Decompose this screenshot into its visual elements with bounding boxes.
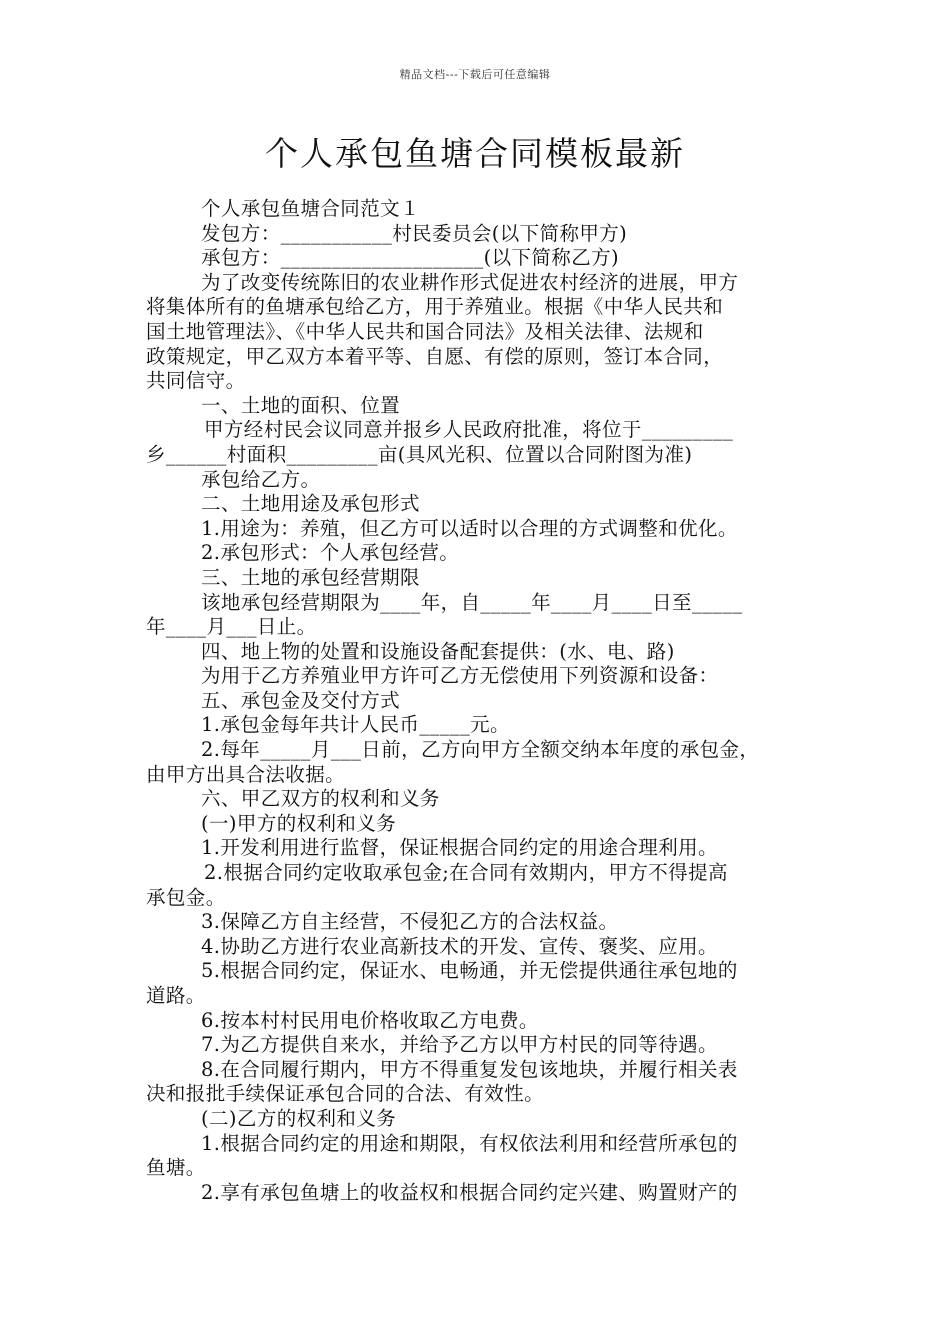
text-line: 承包金。 bbox=[146, 885, 226, 909]
header-note: 精品文档---下载后可任意编辑 bbox=[399, 68, 551, 81]
text-line: 承包给乙方。 bbox=[201, 467, 321, 491]
text-line: 1.开发利用进行监督，保证根据合同约定的用途合理利用。 bbox=[201, 836, 718, 860]
text-line: 国土地管理法》、《中华人民共和国合同法》及相关法律、法规和 bbox=[146, 319, 704, 343]
text-line: 1.根据合同约定的用途和期限，有权依法利用和经营所承包的 bbox=[201, 1131, 738, 1155]
text-line: 2.享有承包鱼塘上的收益权和根据合同约定兴建、购置财产的 bbox=[201, 1180, 738, 1204]
text-line: 决和报批手续保证承包合同的合法、有效性。 bbox=[146, 1082, 545, 1106]
text-line: 7.为乙方提供自来水，并给予乙方以甲方村民的同等待遇。 bbox=[201, 1033, 718, 1057]
text-line: 发包方：___________村民委员会(以下简称甲方) bbox=[201, 221, 628, 245]
text-line: 承包方：____________________(以下简称乙方) bbox=[201, 246, 620, 270]
text-line: 一、土地的面积、位置 bbox=[201, 393, 401, 417]
document-title: 个人承包鱼塘合同模板最新 bbox=[265, 134, 685, 173]
text-line: 2.每年_____月___日前，乙方向甲方全额交纳本年度的承包金， bbox=[201, 738, 760, 762]
text-line: 8.在合同履行期内，甲方不得重复发包该地块，并履行相关表 bbox=[201, 1057, 738, 1081]
text-line: 将集体所有的鱼塘承包给乙方，用于养殖业。根据《中华人民共和 bbox=[146, 295, 724, 319]
text-line: 政策规定，甲乙双方本着平等、自愿、有偿的原则，签订本合同， bbox=[146, 344, 724, 368]
document-body bbox=[146, 197, 808, 1205]
text-line: 共同信守。 bbox=[146, 369, 246, 393]
text-line: 该地承包经营期限为____年，自_____年____月____日至_____ bbox=[201, 590, 743, 614]
text-line: 2.承包形式：个人承包经营。 bbox=[201, 541, 460, 565]
text-line: 2.根据合同约定收取承包金;在合同有效期内，甲方不得提高 bbox=[204, 861, 728, 885]
text-line: 乡______村面积_________亩(具风光积、位置以合同附图为准) bbox=[146, 442, 693, 466]
text-line: (一)甲方的权利和义务 bbox=[201, 811, 397, 835]
text-line: 年____月___日止。 bbox=[146, 615, 317, 639]
text-line: 四、地上物的处置和设施设备配套提供：(水、电、路) bbox=[201, 639, 675, 663]
text-line: 3.保障乙方自主经营，不侵犯乙方的合法权益。 bbox=[201, 910, 619, 934]
text-line: 5.根据合同约定，保证水、电畅通，并无偿提供通往承包地的 bbox=[201, 959, 738, 983]
text-line: 道路。 bbox=[146, 984, 206, 1007]
text-line: 甲方经村民会议同意并报乡人民政府批准，将位于_________ bbox=[204, 418, 734, 442]
text-line: 4.协助乙方进行农业高新技术的开发、宣传、褒奖、应用。 bbox=[201, 934, 718, 958]
text-line: 6.按本村村民用电价格收取乙方电费。 bbox=[201, 1008, 539, 1032]
text-line: 由甲方出具合法收据。 bbox=[146, 762, 346, 786]
text-line: 个人承包鱼塘合同范文１ bbox=[201, 197, 420, 220]
text-line: 鱼塘。 bbox=[146, 1156, 206, 1180]
text-line: 六、甲乙双方的权利和义务 bbox=[201, 787, 440, 811]
text-line: 1.承包金每年共计人民币_____元。 bbox=[201, 713, 510, 737]
text-line: 二、土地用途及承包形式 bbox=[201, 492, 420, 516]
text-line: 1.用途为：养殖，但乙方可以适时以合理的方式调整和优化。 bbox=[201, 516, 738, 540]
text-line: 三、土地的承包经营期限 bbox=[201, 565, 420, 589]
text-line: 为用于乙方养殖业甲方许可乙方无偿使用下列资源和设备： bbox=[201, 664, 719, 688]
text-line: 五、承包金及交付方式 bbox=[201, 688, 401, 712]
text-line: (二)乙方的权利和义务 bbox=[201, 1106, 397, 1130]
text-line: 为了改变传统陈旧的农业耕作形式促进农村经济的进展，甲方 bbox=[201, 270, 739, 294]
